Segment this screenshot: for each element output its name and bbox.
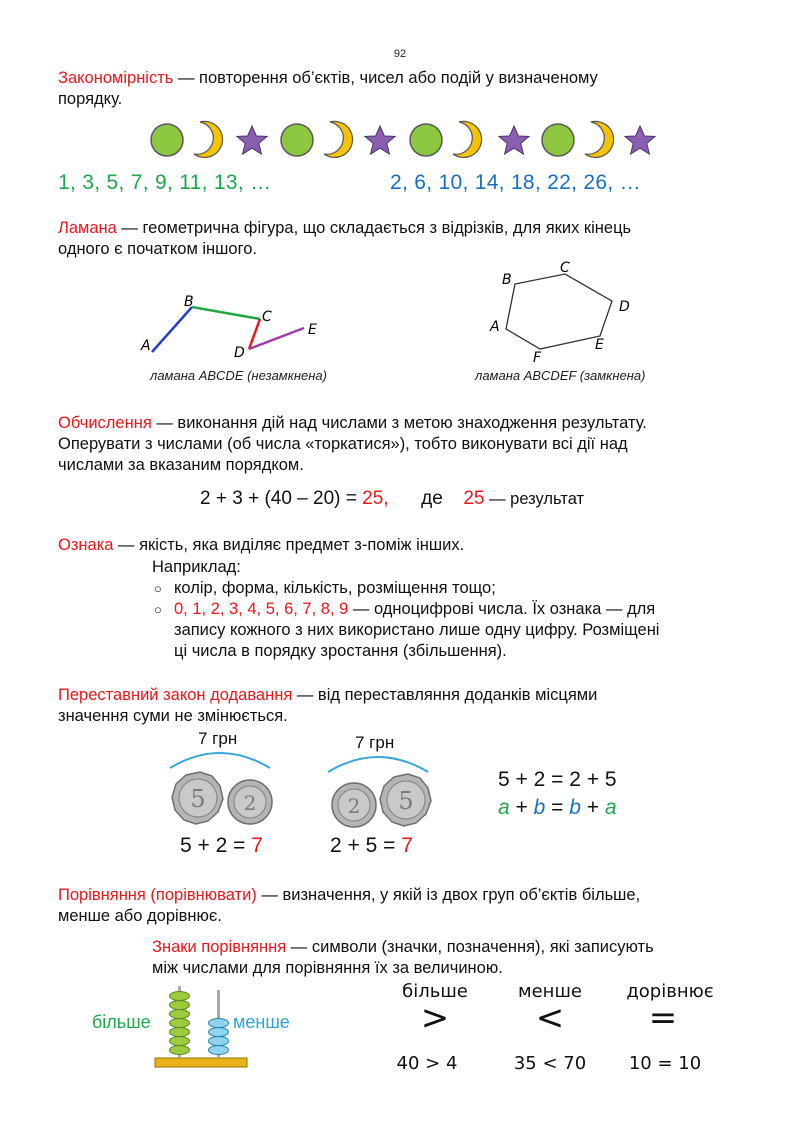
calc-where: де [421,488,443,509]
coin-2-value: 2 [243,791,257,815]
calculation-def-line3: числами за вказаним порядком. [58,456,304,474]
pattern-shapes [140,116,660,166]
coin-2-icon [228,780,272,824]
var-a: a [604,796,617,819]
eq2-left: 2 + 5 = [330,834,402,857]
polyline-term: Ламана [58,219,117,237]
abacus-icon [150,980,250,1072]
pattern-term: Закономірність [58,69,174,87]
calc-result: 25, [362,488,389,509]
eq1-result: 7 [251,834,263,857]
comparison-term: Порівняння (порівнювати) [58,886,257,904]
caption-closed-polyline: ламана ABCDEF (замкнена) [475,368,646,383]
point-label: A [490,319,500,335]
coin-5-icon [380,774,431,826]
circle-icon [410,124,442,156]
abacus-more-text: більше [92,1012,151,1032]
comparison-def-line1: — визначення, у якій із двох груп об’єктів більше, [256,886,641,904]
calculation-example [200,488,584,510]
polyline-definition [58,218,768,260]
comparison-definition [58,885,768,927]
segment-ab [152,307,192,352]
calc-result-2: 25 [463,488,485,509]
calculation-term: Обчислення [58,414,152,432]
law-letters [498,796,617,820]
law-eq: = [545,796,570,819]
point-label: D [234,345,245,361]
commutative-definition [58,685,768,727]
caption-open-polyline: ламана ABCDE (незамкнена) [150,368,327,383]
comparison-signs-definition [152,937,762,979]
equal-sign: = [648,998,678,1038]
star-icon [499,126,529,154]
signs-def-line1: — символи (значки, позначення), які записують [286,938,654,956]
polyline-def-line2: одного є початком іншого. [58,240,257,258]
feature-bullet-1 [152,578,752,599]
example-less: 35 < 70 [513,1053,587,1074]
commutative-term: Переставний закон додавання [58,686,293,704]
feature-bullet-2 [152,599,752,662]
example-equal: 10 = 10 [628,1053,702,1074]
circle-icon [281,124,313,156]
equation-right [330,834,413,858]
feature-example-label: Наприклад: [152,558,241,576]
star-icon [237,126,267,154]
comparison-def-line2: менше або дорівнює. [58,907,222,925]
law-numeric: 5 + 2 = 2 + 5 [498,768,617,791]
feature-def: — якість, яка виділяє предмет з-поміж інших. [113,536,465,554]
feature-definition [58,535,768,556]
sequence-odd: 1, 3, 5, 7, 9, 11, 13, … [58,171,272,194]
pattern-definition [58,68,758,110]
star-icon [625,126,655,154]
coin-group-left [160,746,280,836]
point-label: D [619,299,630,315]
point-label: A [141,338,151,354]
moon-icon [585,121,614,157]
circle-icon [542,124,574,156]
coin-2-value: 2 [347,794,361,818]
price-label-left: 7 грн [198,729,238,748]
open-polyline-figure [130,286,350,366]
var-a: a [498,796,510,819]
sequence-even: 2, 6, 10, 14, 18, 22, 26, … [390,171,641,194]
point-label: E [595,337,604,353]
pattern-def-line2: порядку. [58,90,123,108]
price-label-right: 7 грн [355,733,395,752]
polyline-def-line1: — геометрична фігура, що складається з відрізків, для яких кінець [116,219,632,237]
coin-group-right [318,750,438,840]
feature-bullet-2-line3: ці числа в порядку зростання (збільшення). [174,642,507,660]
greater-than-sign: > [420,998,450,1038]
var-b: b [569,796,581,819]
equation-left [180,834,263,858]
calc-result-label: — результат [484,490,585,508]
calc-expression: 2 + 3 + (40 – 20) = [200,488,363,509]
star-icon [365,126,395,154]
col-more-label: більше [402,981,468,1002]
coin-5-icon [172,772,223,824]
law-plus: + [580,796,605,819]
point-label: F [533,350,542,366]
feature-bullet-2-line2: запису кожного з них використано лише одну цифру. Розміщені [174,621,660,639]
eq2-result: 7 [401,834,413,857]
feature-bullet-1-text: колір, форма, кількість, розміщення тощо; [174,579,496,597]
moon-icon [453,121,482,157]
coin-5-value: 5 [190,785,206,813]
coin-5-value: 5 [398,787,414,815]
page-number: 92 [393,48,407,60]
commutative-def-line2: значення суми не змінюється. [58,707,288,725]
law-plus: + [509,796,534,819]
less-than-sign: < [535,998,565,1038]
segment-de [249,328,304,349]
calculation-def-line2: Оперувати з числами (об числа «торкатися»), тобто виконувати всі дії над [58,435,628,453]
feature-example-block [152,557,752,662]
circle-icon [151,124,183,156]
moon-icon [194,121,223,157]
feature-bullet-2-line1: — одноцифрові числа. Їх ознака — для [348,600,656,618]
coin-2-icon [332,783,376,827]
point-label: B [184,294,194,310]
col-less-label: менше [518,981,582,1002]
point-label: B [502,272,512,288]
point-label: C [262,309,272,325]
calculation-def-line1: — виконання дій над числами з метою знаходження результату. [151,414,647,432]
moon-icon [324,121,353,157]
calculation-definition [58,413,768,476]
signs-def-line2: між числами для порівняння їх за величиною. [152,959,503,977]
abacus-less-text: менше [233,1012,290,1032]
closed-polyline-figure [480,256,650,366]
feature-term: Ознака [58,536,114,554]
col-equal-label: дорівнює [626,981,714,1002]
example-more: 40 > 4 [396,1053,458,1074]
signs-term: Знаки порівняння [152,938,287,956]
point-label: C [560,260,570,276]
var-b: b [533,796,546,819]
eq1-left: 5 + 2 = [180,834,252,857]
abacus-label-more [92,1012,151,1033]
point-label: E [308,322,317,338]
digits-list: 0, 1, 2, 3, 4, 5, 6, 7, 8, 9 [174,600,349,618]
pattern-def-line1: — повторення об’єктів, чисел або подій у визначеному [173,69,598,87]
segment-bc [192,307,260,319]
commutative-def-line1: — від переставляння доданків місцями [292,686,598,704]
